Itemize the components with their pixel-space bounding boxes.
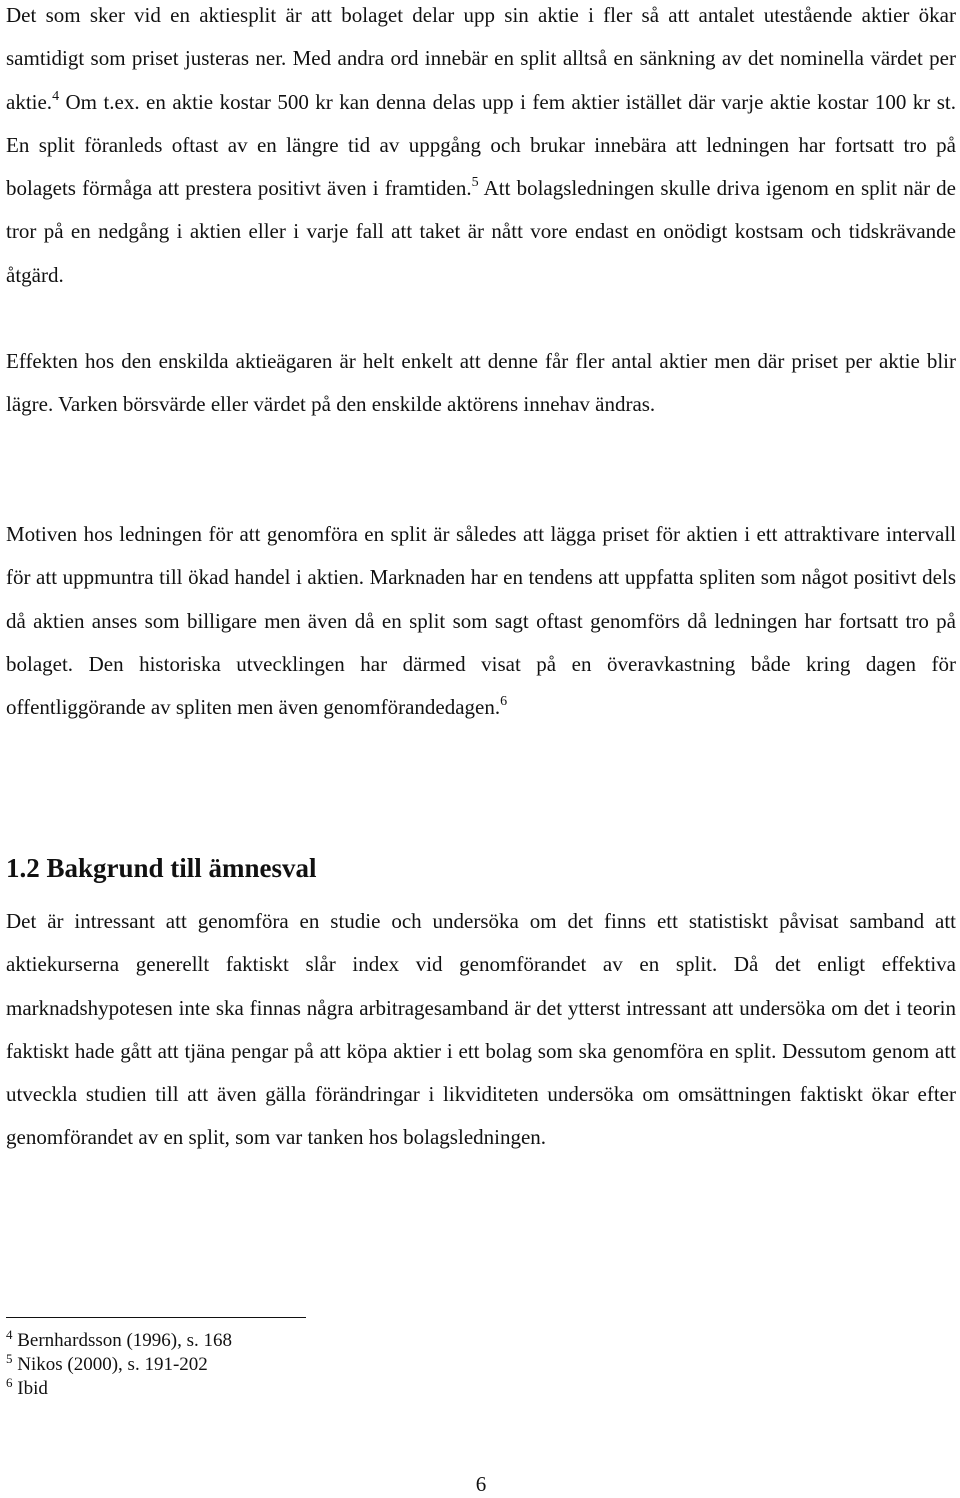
- paragraph-effekten: [6, 340, 956, 427]
- footnote-number: 6: [6, 1375, 13, 1390]
- footnote-separator: [6, 1317, 306, 1318]
- footnote: [6, 1329, 232, 1353]
- footnote: [6, 1353, 208, 1377]
- paragraph-text: Motiven hos ledningen för att genomföra en split är således att lägga priset för aktien i ett attraktivare intervall för att uppmuntra till ökad handel i aktien. Marknaden har en tendens att uppfatta spliten som något positivt dels då aktien anses som billigare men även då en split som sagt oftast genomförs då ledningen har fortsatt tro på bolaget. Den historiska utvecklingen har därmed visat på en överavkastning både kring dagen för offentliggörande av spliten men även genomförandedagen.: [6, 522, 956, 720]
- footnote-number: 4: [6, 1327, 13, 1342]
- footnote-number: 5: [6, 1351, 13, 1366]
- paragraph-text: Effekten hos den enskilda aktieägaren är helt enkelt att denne får fler antal aktier men där priset per aktie blir lägre. Varken börsvärde eller värdet på den enskilde aktörens innehav ändras.: [6, 349, 956, 417]
- paragraph-text: Det är intressant att genomföra en studie och undersöka om det finns ett statistiskt påvisat samband att aktiekurserna generellt faktiskt slår index vid genomförandet av en split. Då det enligt effektiva marknadshypotesen inte ska finnas några arbitragesamband är det ytterst intressant att undersöka om det i teorin faktiskt hade gått att tjäna pengar på att köpa aktier i ett bolag som ska genomföra en split. Dessutom genom att utveckla studien till att även gälla förändringar i likviditeten undersöka om omsättningen faktiskt ökar efter genomförandet av en split, som var tanken hos bolagsledningen.: [6, 909, 956, 1150]
- footnote-ref: 5: [471, 175, 479, 191]
- footnote-text: Nikos (2000), s. 191-202: [12, 1354, 208, 1375]
- paragraph-aktiesplit-definition: [6, 0, 956, 297]
- paragraph-text: Det som sker vid en aktiesplit är att bolaget delar upp sin aktie i fler så att antalet utestående aktier ökar samtidigt som priset justeras ner. Med andra ord innebär en split alltså en sänkning av det nominella värdet per aktie.: [6, 3, 956, 114]
- footnote-text: Ibid: [12, 1378, 48, 1399]
- paragraph-bakgrund: [6, 900, 956, 1160]
- page-number: 6: [475, 1472, 487, 1496]
- footnote-ref: 6: [500, 694, 508, 710]
- paragraph-text: Om t.ex. en aktie kostar 500 kr kan denna delas upp i fem aktier istället där varje aktie kostar 100 kr st. En split föranleds oftast av en längre tid av uppgång och brukar innebära att ledningen har fortsatt tro på bolagets förmåga att prestera positivt även i framtiden.: [6, 89, 956, 201]
- footnote-text: Bernhardsson (1996), s. 168: [12, 1330, 233, 1351]
- footnote-ref: 4: [52, 88, 60, 104]
- paragraph-motiven: [6, 513, 956, 729]
- footnote: [6, 1377, 48, 1401]
- section-heading: 1.2 Bakgrund till ämnesval: [6, 853, 317, 883]
- paragraph-text: Att bolagsledningen skulle driva igenom en split när de tror på en nedgång i aktien eller i varje fall att taket är nått vore endast en onödigt kostsam och tidskrävande åtgärd.: [6, 176, 957, 287]
